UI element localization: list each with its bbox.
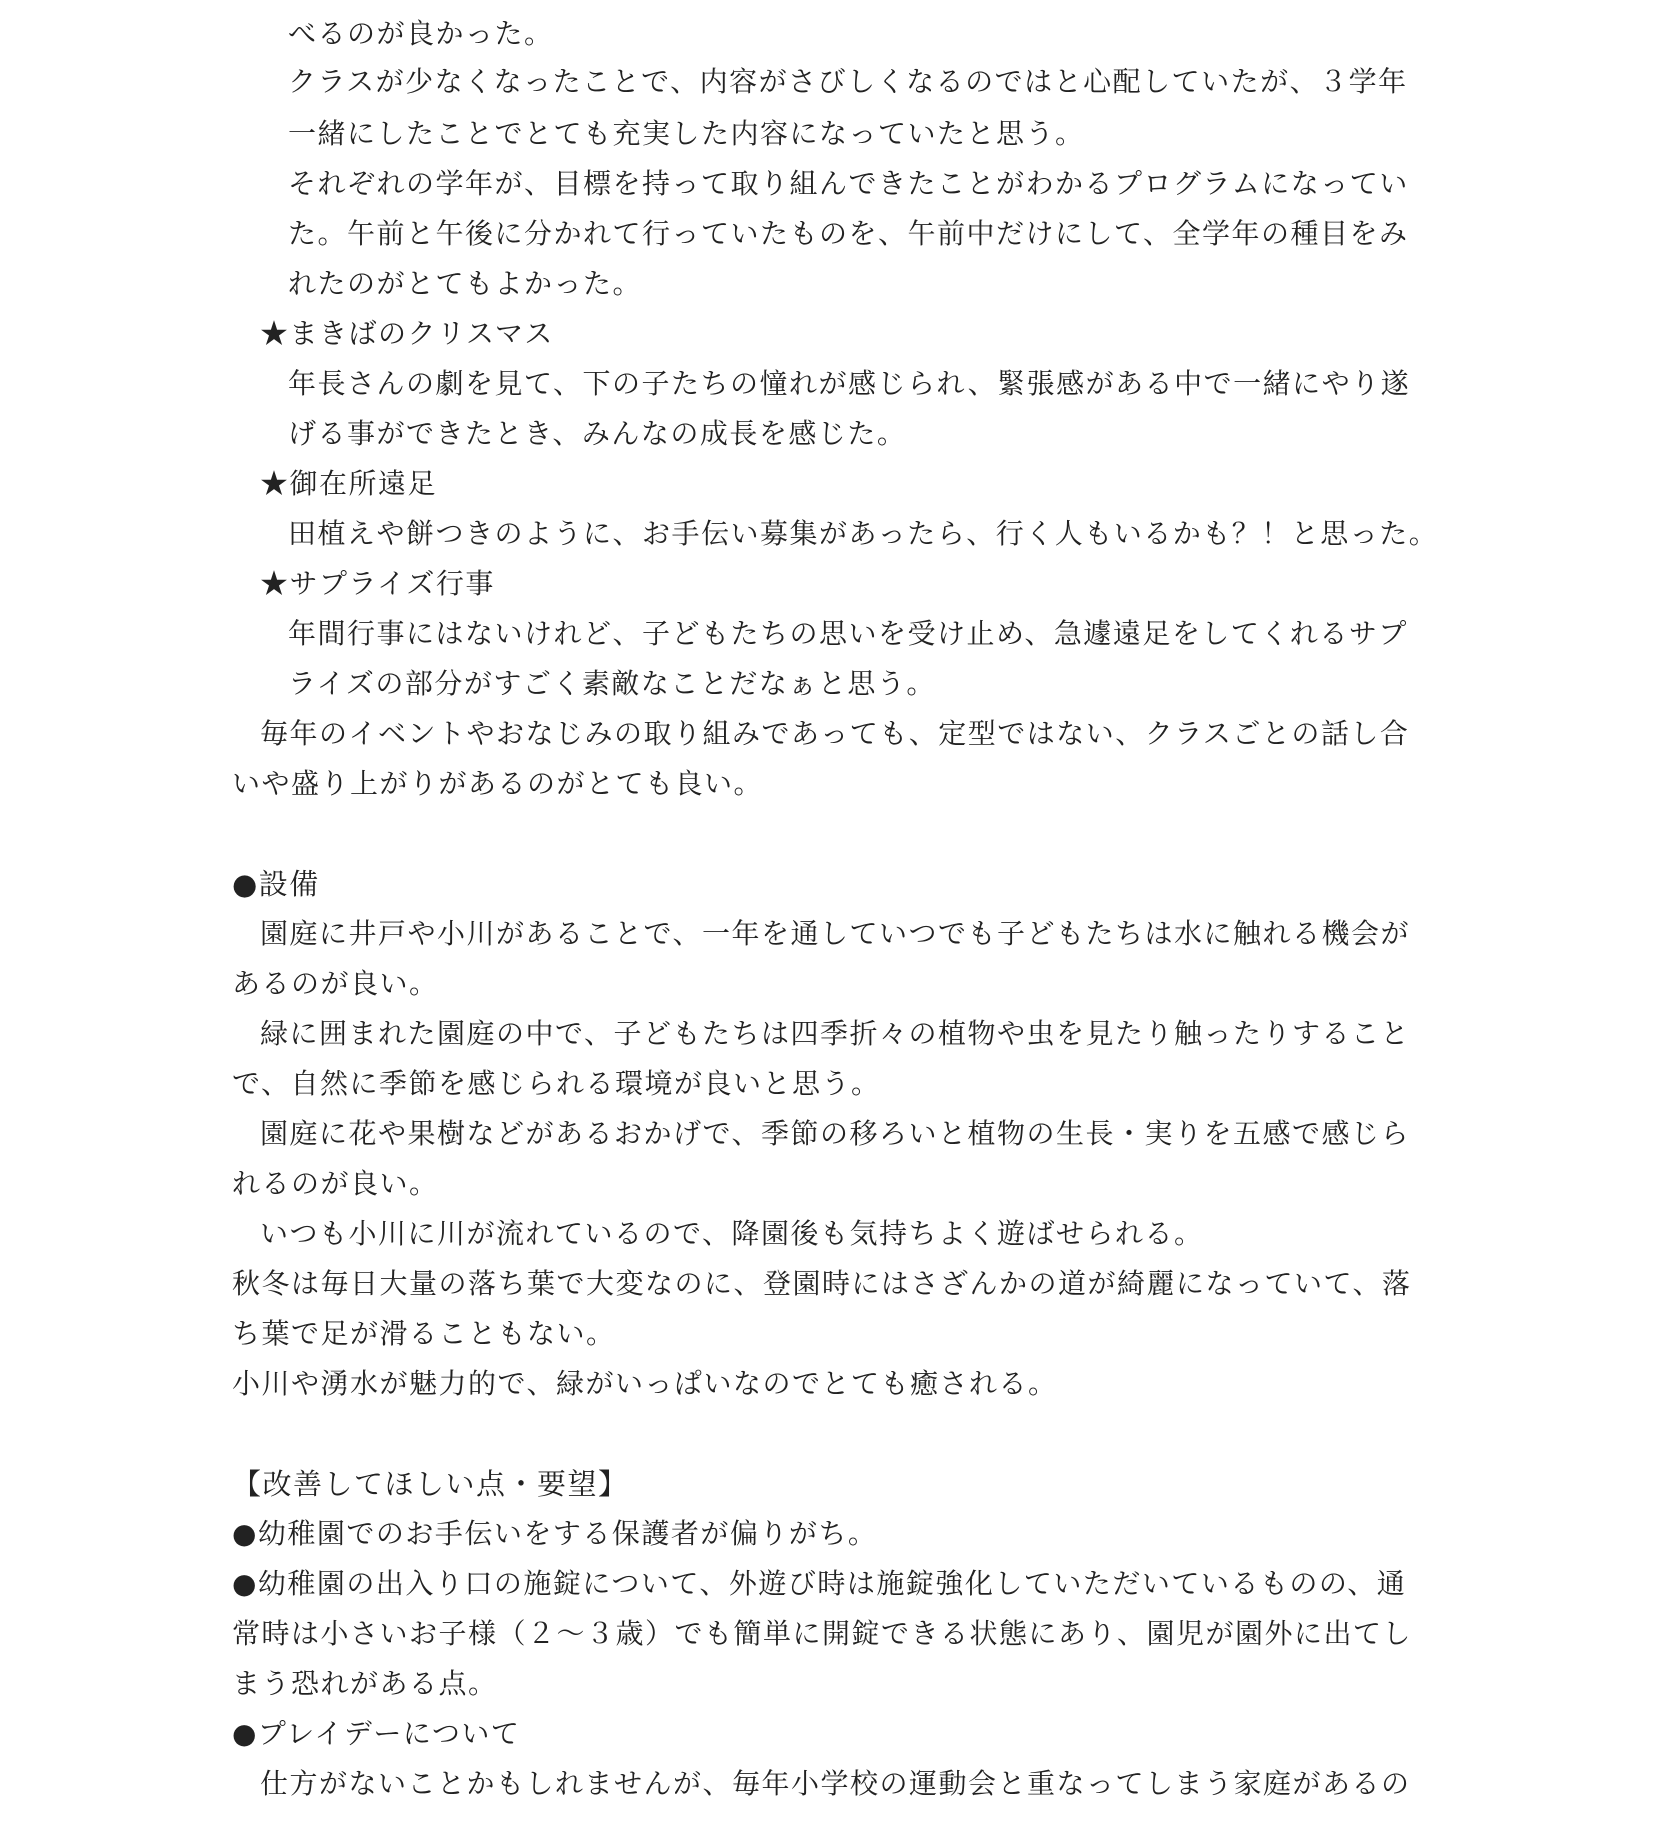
text-line: ち葉で足が滑ることもない。 xyxy=(232,1317,616,1350)
text-line: ●幼稚園でのお手伝いをする保護者が偏りがち。 xyxy=(232,1517,878,1550)
section-heading-facilities: ●設備 xyxy=(232,867,320,901)
text-line: ライズの部分がすごく素敵なことだなぁと思う。 xyxy=(288,667,936,700)
text-line: いや盛り上がりがあるのがとても良い。 xyxy=(232,767,764,800)
event-heading-excursion: ★御在所遠足 xyxy=(260,467,438,500)
text-line: で、自然に季節を感じられる環境が良いと思う。 xyxy=(232,1067,881,1100)
text-line: 緑に囲まれた園庭の中で、子どもたちは四季折々の植物や虫を見たり触ったりすること xyxy=(260,1017,1410,1050)
text-line: 小川や湧水が魅力的で、緑がいっぱいなのでとても癒される。 xyxy=(232,1367,1058,1400)
event-heading-surprise: ★サプライズ行事 xyxy=(260,567,495,600)
text-line: あるのが良い。 xyxy=(232,967,439,1000)
text-line: 常時は小さいお子様（２～３歳）でも簡単に開錠できる状態にあり、園児が園外に出てし xyxy=(232,1617,1413,1650)
section-heading-requests: 【改善してほしい点・要望】 xyxy=(232,1467,629,1501)
text-line: た。午前と午後に分かれて行っていたものを、午前中だけにして、全学年の種目をみ xyxy=(288,217,1409,250)
text-line: ●幼稚園の出入り口の施錠について、外遊び時は施錠強化していただいているものの、通 xyxy=(232,1567,1407,1600)
text-line: クラスが少なくなったことで、内容がさびしくなるのではと心配していたが、３学年 xyxy=(288,65,1408,98)
text-line: まう恐れがある点。 xyxy=(232,1667,498,1700)
text-line: 仕方がないことかもしれませんが、毎年小学校の運動会と重なってしまう家庭があるの xyxy=(260,1767,1411,1800)
event-heading-christmas: ★まきばのクリスマス xyxy=(260,317,554,350)
text-line: げる事ができたとき、みんなの成長を感じた。 xyxy=(288,417,907,450)
text-line: 園庭に花や果樹などがあるおかげで、季節の移ろいと植物の生長・実りを五感で感じら xyxy=(260,1117,1410,1150)
text-line: れたのがとてもよかった。 xyxy=(288,267,643,300)
text-line: 秋冬は毎日大量の落ち葉で大変なのに、登園時にはさざんかの道が綺麗になっていて、落 xyxy=(232,1267,1412,1300)
text-line: べるのが良かった。 xyxy=(288,17,554,50)
text-line: いつも小川に川が流れているので、降園後も気持ちよく遊ばせられる。 xyxy=(260,1217,1204,1250)
text-line: ●プレイデーについて xyxy=(232,1717,521,1750)
text-line: 年長さんの劇を見て、下の子たちの憧れが感じられ、緊張感がある中で一緒にやり遂 xyxy=(288,367,1411,400)
text-line: 田植えや餅つきのように、お手伝い募集があったら、行く人もいるかも？！と思った。 xyxy=(288,517,1439,550)
text-line: 年間行事にはないけれど、子どもたちの思いを受け止め、急遽遠足をしてくれるサプ xyxy=(288,617,1408,650)
text-line: 毎年のイベントやおなじみの取り組みであっても、定型ではない、クラスごとの話し合 xyxy=(260,717,1410,750)
text-line: 園庭に井戸や小川があることで、一年を通していつでも子どもたちは水に触れる機会が xyxy=(260,917,1410,950)
text-line: それぞれの学年が、目標を持って取り組んできたことがわかるプログラムになってい xyxy=(288,167,1409,200)
text-line: れるのが良い。 xyxy=(232,1167,439,1200)
text-line: 一緒にしたことでとても充実した内容になっていたと思う。 xyxy=(288,117,1085,150)
